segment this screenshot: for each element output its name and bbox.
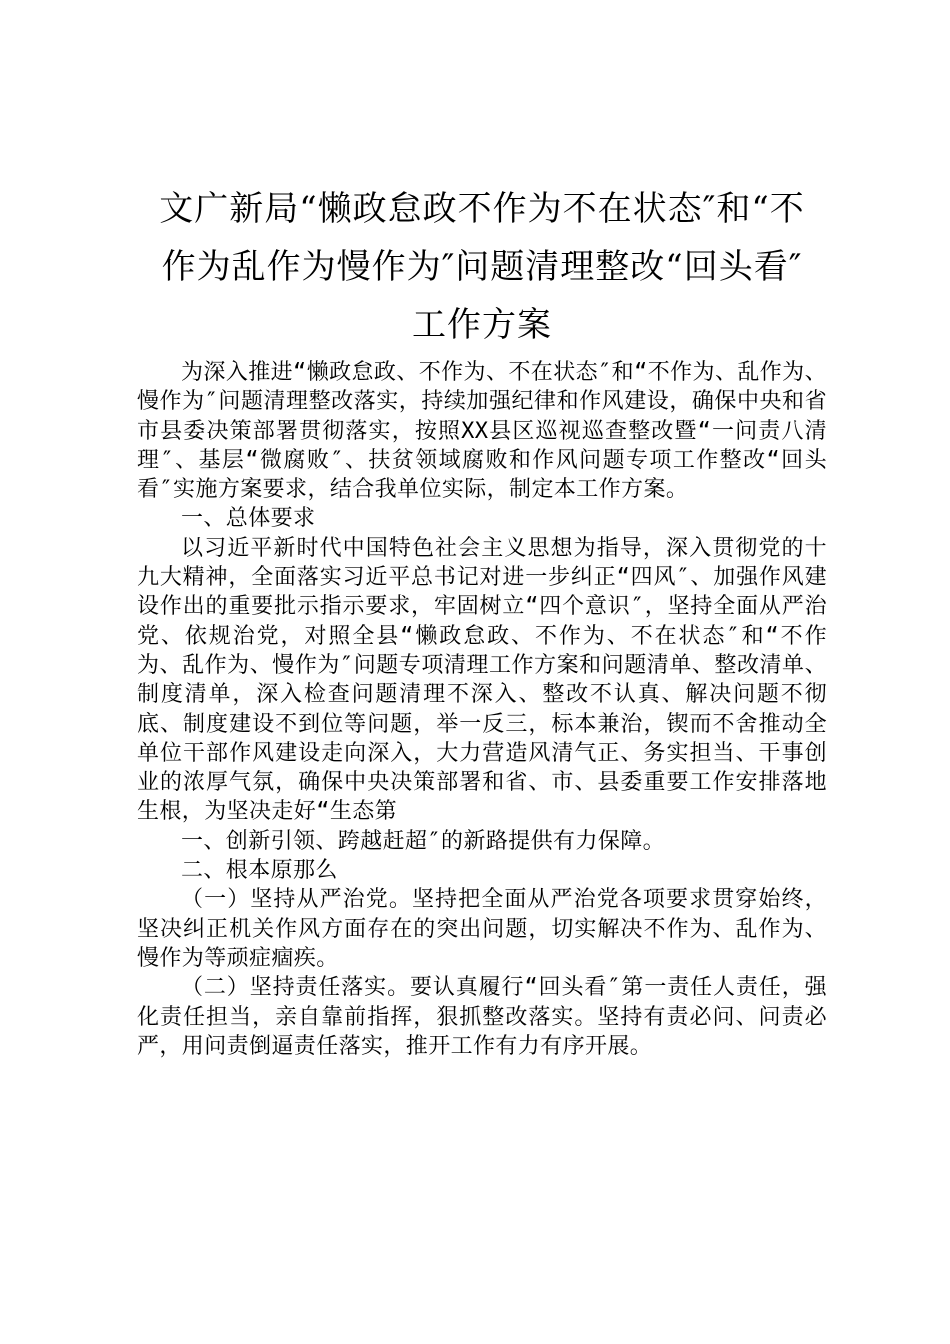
document-body [137, 358, 827, 1061]
principle-paragraph-1: （一）坚持从严治党。坚持把全面从严治党各项要求贯穿始终，坚决纠正机关作风方面存在的突出问题，切实解决不作为、乱作为、慢作为等顽症痼疾。 [137, 887, 827, 971]
section-heading-principles: 二、根本原那么 [181, 858, 338, 884]
title-line: 作为乱作为慢作为″问题清理整改“回头看″ [161, 247, 803, 287]
document-page [137, 180, 827, 1061]
general-requirements-continuation: 一、创新引领、跨越赶超″的新路提供有力保障。 [181, 828, 666, 854]
general-requirements-paragraph: 以习近平新时代中国特色社会主义思想为指导，深入贯彻党的十九大精神，全面落实习近平总书记对进一步纠正“四风″、加强作风建设作出的重要批示指示要求，牢固树立“四个意识″，坚持全面从严治党、依规治党，对照全县“懒政怠政、不作为、不在状态″和“不作为、乱作为、慢作为″问题专项清理工作方案和问题清单、整改清单、制度清单，深入检查问题清理不深入、整改不认真、解决问题不彻底、制度建设不到位等问题，举一反三，标本兼治，锲而不舍推动全单位干部作风建设走向深入，大力营造风清气正、务实担当、干事创业的浓厚气氛，确保中央决策部署和省、市、县委重要工作安排落地生根，为坚决走好“生态第 [137, 535, 827, 825]
title-line: 文广新局“懒政怠政不作为不在状态″和“不 [159, 189, 805, 229]
intro-paragraph: 为深入推进“懒政怠政、不作为、不在状态″和“不作为、乱作为、慢作为″问题清理整改落实，持续加强纪律和作风建设，确保中央和省市县委决策部署贯彻落实，按照XX县区巡视巡查整改暨“一问责八清理″、基层“微腐败″、扶贫领域腐败和作风问题专项工作整改“回头看″实施方案要求，结合我单位实际，制定本工作方案。 [137, 360, 827, 503]
principle-paragraph-2: （二）坚持责任落实。要认真履行“回头看″第一责任人责任，强化责任担当，亲自靠前指挥，狠抓整改落实。坚持有责必问、问责必严，用问责倒逼责任落实，推开工作有力有序开展。 [137, 975, 827, 1059]
document-title [137, 180, 827, 354]
section-heading-general-requirements: 一、总体要求 [181, 506, 316, 532]
title-line: 工作方案 [412, 305, 552, 345]
